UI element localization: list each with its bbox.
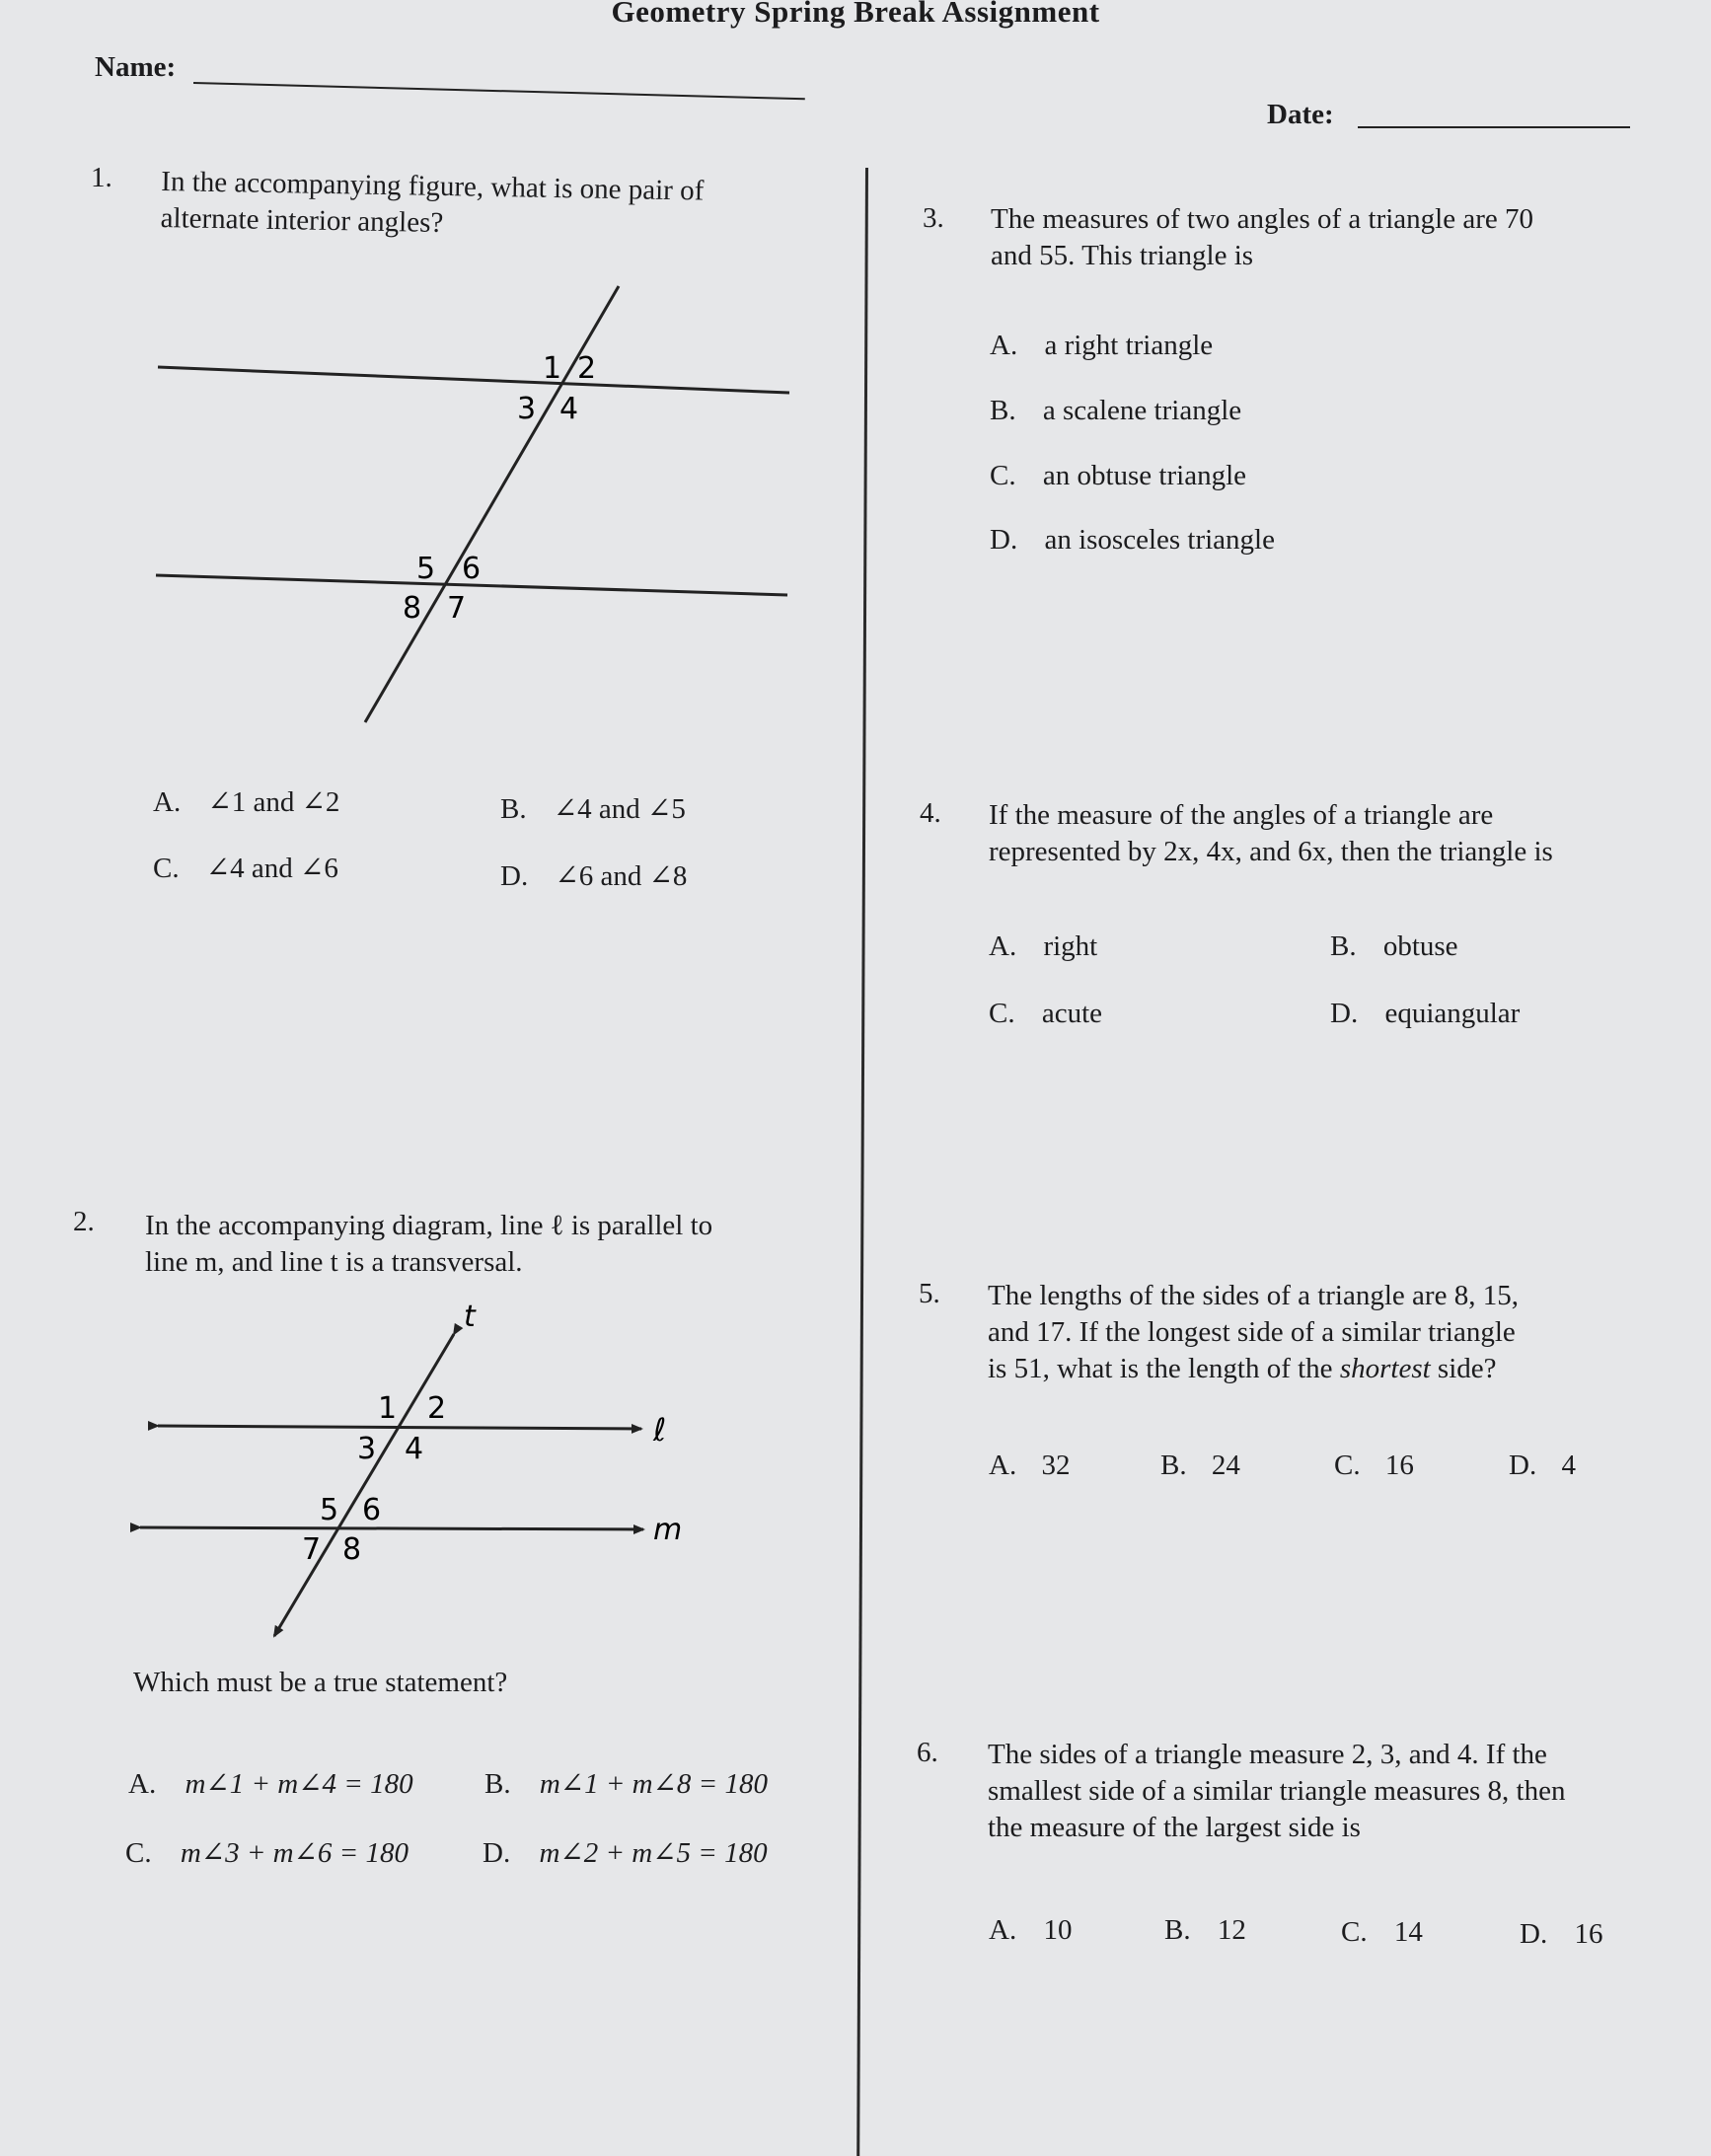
question-1-figure [148,276,799,730]
question-1-number: 1. [91,162,112,193]
q5-option-d[interactable] [1509,1450,1576,1482]
question-2-text-line-1: In the accompanying diagram, line ℓ is parallel to [145,1210,713,1241]
q4-option-a[interactable] [989,930,1097,963]
question-5-text-line-3-pre: is 51, what is the length of the [988,1353,1340,1384]
q4-option-a-letter: A. [989,930,1017,962]
q2-option-d[interactable] [483,1835,768,1870]
q6-option-d-letter: D. [1520,1918,1548,1950]
q2-option-b-letter: B. [484,1768,511,1800]
q1-option-a[interactable] [153,784,339,819]
date-line[interactable] [1358,126,1630,128]
q3-option-c-letter: C. [990,460,1016,491]
q1-option-c-letter: C. [153,853,180,884]
q4-option-d-letter: D. [1330,998,1359,1029]
q2-label-l: ℓ [653,1411,667,1449]
q1-parallel-line-top [158,367,789,393]
q3-option-a[interactable] [990,330,1213,362]
question-5-text-line-1: The lengths of the sides of a triangle are 8, 15, [988,1280,1519,1311]
question-2-text-line-2: line m, and line t is a transversal. [145,1246,523,1278]
q6-option-a[interactable] [989,1914,1072,1947]
question-6-text-line-1: The sides of a triangle measure 2, 3, and 4. If the [988,1739,1547,1770]
q2-option-a[interactable] [128,1766,413,1801]
q2-option-c-letter: C. [125,1837,152,1869]
q2-angle-8: 8 [342,1532,362,1567]
q2-angle-3: 3 [357,1432,377,1466]
q1-option-c-text: ∠4 and ∠6 [205,853,338,884]
q5-option-a[interactable] [989,1450,1070,1482]
q3-option-b-text: a scalene triangle [1042,395,1242,426]
q6-option-d-text: 16 [1574,1918,1603,1950]
question-6-text [988,1737,1698,1846]
q3-option-a-text: a right triangle [1044,330,1214,361]
q1-angle-6: 6 [462,552,482,586]
q2-option-b-text: m∠1 + m∠8 = 180 [539,1768,768,1800]
q1-option-a-text: ∠1 and ∠2 [207,786,340,818]
q1-option-b-text: ∠4 and ∠5 [553,793,686,825]
q2-angle-2: 2 [427,1391,447,1426]
q1-angle-1: 1 [543,351,562,386]
question-4-text [989,797,1679,870]
q6-option-c[interactable] [1341,1916,1423,1949]
q3-option-c[interactable] [990,460,1246,492]
name-line[interactable] [193,82,805,100]
q5-option-b-text: 24 [1211,1450,1240,1481]
q3-option-d[interactable] [990,524,1275,557]
q4-option-d[interactable] [1330,998,1520,1030]
q3-option-d-letter: D. [990,524,1018,556]
q1-angle-4: 4 [559,392,579,426]
question-3-text-line-2: and 55. This triangle is [991,240,1254,271]
question-5-text-line-3 [988,1351,1678,1387]
question-4-text-line-1: If the measure of the angles of a triangle are [989,799,1494,831]
q2-option-c-text: m∠3 + m∠6 = 180 [180,1837,409,1869]
q5-option-a-text: 32 [1041,1450,1071,1481]
q5-option-c-text: 16 [1384,1450,1414,1481]
q5-option-d-text: 4 [1561,1450,1576,1481]
q1-option-b-letter: B. [500,793,527,825]
q6-option-b-letter: B. [1164,1914,1191,1946]
question-5-text [988,1278,1678,1387]
q6-option-d[interactable] [1520,1918,1602,1951]
q5-option-d-letter: D. [1509,1450,1537,1481]
q4-option-b[interactable] [1330,930,1458,963]
q2-angle-5: 5 [320,1493,339,1527]
question-5-number: 5. [919,1278,940,1309]
q4-option-d-text: equiangular [1384,998,1521,1029]
page-title: Geometry Spring Break Assignment [611,0,1100,29]
question-4-text-line-2: represented by 2x, 4x, and 6x, then the triangle is [989,836,1553,867]
q5-option-b[interactable] [1160,1450,1240,1482]
q3-option-c-text: an obtuse triangle [1042,460,1247,491]
q2-angle-6: 6 [362,1493,382,1527]
q1-option-d-text: ∠6 and ∠8 [555,860,688,892]
q5-option-b-letter: B. [1160,1450,1187,1481]
question-5-text-line-3-post: side? [1430,1353,1497,1384]
question-4-number: 4. [920,797,941,829]
column-divider [856,168,868,2156]
q5-option-c-letter: C. [1334,1450,1361,1481]
q3-option-b[interactable] [990,395,1241,427]
q6-option-b[interactable] [1164,1914,1246,1947]
q1-option-c[interactable] [153,851,338,885]
question-6-text-line-2: smallest side of a similar triangle measures 8, then [988,1775,1566,1807]
q1-option-a-letter: A. [153,786,182,818]
q1-option-d-letter: D. [500,860,529,892]
question-2-prompt: Which must be a true statement? [133,1667,508,1698]
question-5-text-line-2: and 17. If the longest side of a similar triangle [988,1316,1516,1348]
question-2-text [145,1208,836,1281]
question-2-figure [128,1293,720,1648]
q2-angle-7: 7 [302,1532,322,1567]
q2-option-d-text: m∠2 + m∠5 = 180 [539,1837,768,1869]
q2-line-m [140,1527,643,1529]
question-6-text-line-3: the measure of the largest side is [988,1812,1361,1843]
q1-option-d[interactable] [500,858,687,893]
q2-option-a-text: m∠1 + m∠4 = 180 [185,1768,413,1800]
q1-angle-7: 7 [447,591,467,626]
question-6-number: 6. [917,1737,938,1768]
q2-label-m: m [653,1513,683,1547]
question-5-text-emphasis: shortest [1339,1353,1431,1384]
q3-option-a-letter: A. [990,330,1018,361]
q2-option-d-letter: D. [483,1837,511,1869]
question-1-text: In the accompanying figure, what is one pair of alternate interior angles? [160,166,705,239]
q1-option-b[interactable] [500,791,686,826]
q1-angle-5: 5 [416,552,436,586]
q6-option-a-text: 10 [1043,1914,1073,1946]
q2-transversal-t [274,1334,454,1636]
q5-option-c[interactable] [1334,1450,1414,1482]
q2-option-c[interactable] [125,1835,409,1870]
q4-option-b-text: obtuse [1382,930,1458,962]
q4-option-c-letter: C. [989,998,1015,1029]
q2-label-t: t [464,1300,476,1334]
q4-option-c[interactable] [989,998,1102,1030]
question-3-text-line-1: The measures of two angles of a triangle are 70 [991,203,1533,235]
q3-option-d-text: an isosceles triangle [1044,524,1275,556]
q4-option-a-text: right [1043,930,1098,962]
q6-option-c-text: 14 [1393,1916,1423,1948]
question-2-number: 2. [73,1206,95,1237]
q3-option-b-letter: B. [990,395,1016,426]
q4-option-c-text: acute [1041,998,1103,1029]
name-label: Name: [95,51,177,83]
question-3-number: 3. [923,202,944,234]
date-label: Date: [1267,99,1334,130]
q4-option-b-letter: B. [1330,930,1357,962]
q2-option-b[interactable] [484,1766,768,1801]
q2-angle-4: 4 [405,1432,424,1466]
q1-angle-8: 8 [403,591,422,626]
q2-option-a-letter: A. [128,1768,157,1800]
q5-option-a-letter: A. [989,1450,1017,1481]
q6-option-a-letter: A. [989,1914,1017,1946]
q1-angle-3: 3 [517,392,537,426]
q2-angle-1: 1 [378,1391,398,1426]
q6-option-c-letter: C. [1341,1916,1368,1948]
question-3-text [991,201,1672,274]
q1-angle-2: 2 [577,351,597,386]
q6-option-b-text: 12 [1217,1914,1246,1946]
